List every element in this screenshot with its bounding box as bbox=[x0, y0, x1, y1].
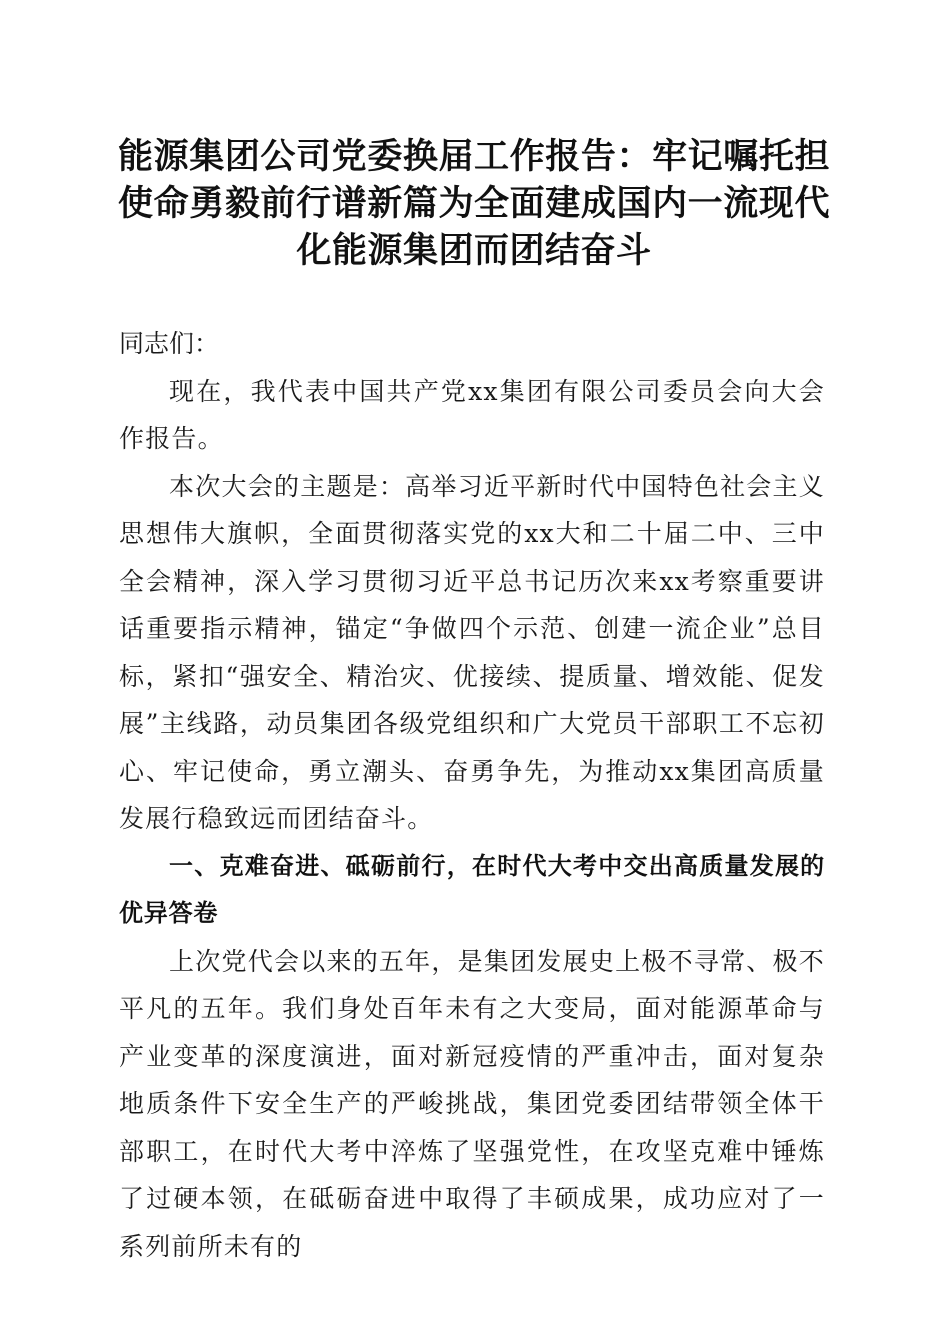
section-paragraph: 上次党代会以来的五年，是集团发展史上极不寻常、极不平凡的五年。我们身处百年未有之大变局，面对能源革命与产业变革的深度演进，面对新冠疫情的严重冲击，面对复杂地质条件下安全生产的严峻挑战，集团党委团结带领全体干部职工，在时代大考中淬炼了坚强党性，在攻坚克难中锤炼了过硬本领，在砥砺奋进中取得了丰硕成果，成功应对了一系列前所未有的 bbox=[119, 946, 825, 1261]
paragraph-theme: 本次大会的主题是：高举习近平新时代中国特色社会主义思想伟大旗帜，全面贯彻落实党的xx大和二十届二中、三中全会精神，深入学习贯彻习近平总书记历次来xx考察重要讲话重要指示精神，锚定“争做四个示范、创建一流企业”总目标，紧扣“强安全、精治灾、优接续、提质量、增效能、促发展”主线路，动员集团各级党组织和广大党员干部职工不忘初心、牢记使命，勇立潮头、奋勇争先，为推动xx集团高质量发展行稳致远而团结奋斗。 bbox=[119, 471, 825, 833]
section-heading: 一、克难奋进、砥砺前行，在时代大考中交出高质量发展的优异答卷 bbox=[119, 851, 825, 927]
paragraph-intro: 现在，我代表中国共产党xx集团有限公司委员会向大会作报告。 bbox=[119, 376, 825, 453]
document-body bbox=[119, 320, 825, 1270]
document-title: 能源集团公司党委换届工作报告：牢记嘱托担使命勇毅前行谱新篇为全面建成国内一流现代化能源集团而团结奋斗 bbox=[118, 136, 830, 271]
salutation: 同志们： bbox=[119, 329, 220, 358]
